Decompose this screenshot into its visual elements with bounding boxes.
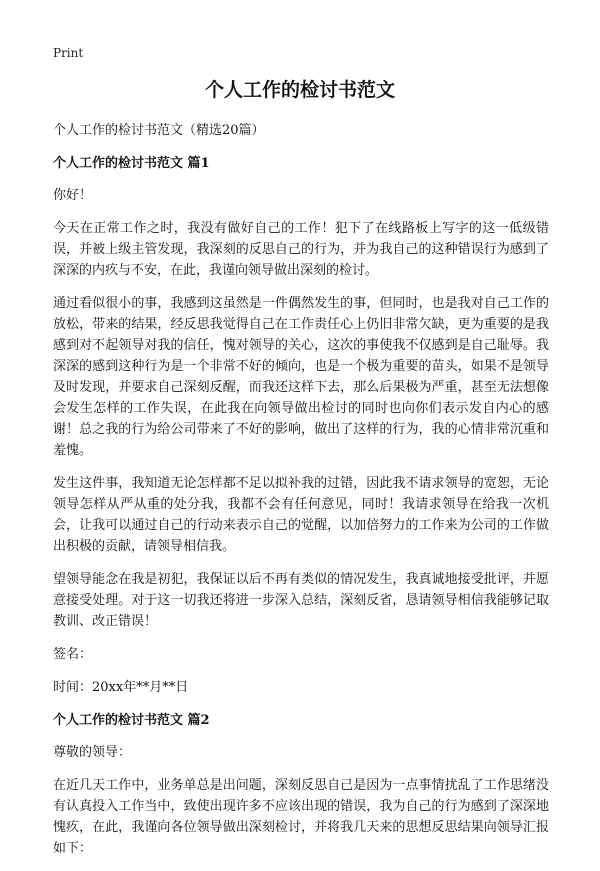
paragraph: 望领导能念在我是初犯，我保证以后不再有类似的情况发生，我真诚地接受批评，并愿意接受处理。对于这一切我还将进一步深入总结，深刻反省，恳请领导相信我能够记取教训、改正错误！	[53, 572, 549, 629]
section-heading-2: 个人工作的检讨书范文 篇2	[53, 713, 210, 728]
section-heading-1: 个人工作的检讨书范文 篇1	[53, 156, 210, 171]
paragraph: 发生这件事，我知道无论怎样都不足以拟补我的过错，因此我不请求领导的宽恕，无论领导怎样从严从重的处分我，我都不会有任何意见，同时！我请求领导在给我一次机会，让我可以通过自己的行动来表示自己的觉醒，以加倍努力的工作来为公司的工作做出积极的贡献，请领导相信我。	[53, 476, 549, 554]
paragraph: 在近几天工作中，业务单总是出问题，深刻反思自己是因为一点事情扰乱了工作思绪没有认真投入工作当中，致使出现许多不应该出现的错误，我为自己的行为感到了深深地愧疚，在此，我谨向各位领导做出深刻检讨，并将我几天来的思想反思结果向领导汇报如下：	[53, 778, 549, 856]
greeting-2: 尊敬的领导：	[53, 745, 132, 760]
paragraph: 通过看似很小的事，我感到这虽然是一件偶然发生的事，但同时，也是我对自己工作的放松，带来的结果，经反思我觉得自己在工作责任心上仍旧非常欠缺，更为重要的是我感到对不起领导对我的信任，愧对领导的关心，这次的事使我不仅感到是自己耻辱。我深深的感到这种行为是一个非常不好的倾向，也是一个极为重要的苗头，如果不是领导及时发现，并要求自己深刻反醒，而我还这样下去，那么后果极为严重，甚至无法想像会发生怎样的工作失误，在此我在向领导做出检讨的同时也向你们表示发自内心的感谢！总之我的行为给公司带来了不好的影响，做出了这样的行为，我的心情非常沉重和羞愧。	[53, 296, 549, 458]
date-label: 时间：20xx年**月**日	[53, 680, 189, 695]
document-title: 个人工作的检讨书范文	[204, 79, 395, 101]
document-subtitle: 个人工作的检讨书范文（精选20篇）	[53, 123, 265, 138]
greeting-1: 你好！	[53, 188, 93, 203]
signature-label: 签名：	[53, 647, 93, 662]
document-content	[53, 120, 549, 871]
paragraph: 今天在正常工作之时，我没有做好自己的工作！犯下了在线路板上写字的这一低级错误，并被上级主管发现，我深刻的反思自己的行为，并为我自己的这种错误行为感到了深深的内疚与不安，在此，我谨向领导做出深刻的检讨。	[53, 221, 549, 278]
print-label[interactable]: Print	[53, 46, 84, 60]
